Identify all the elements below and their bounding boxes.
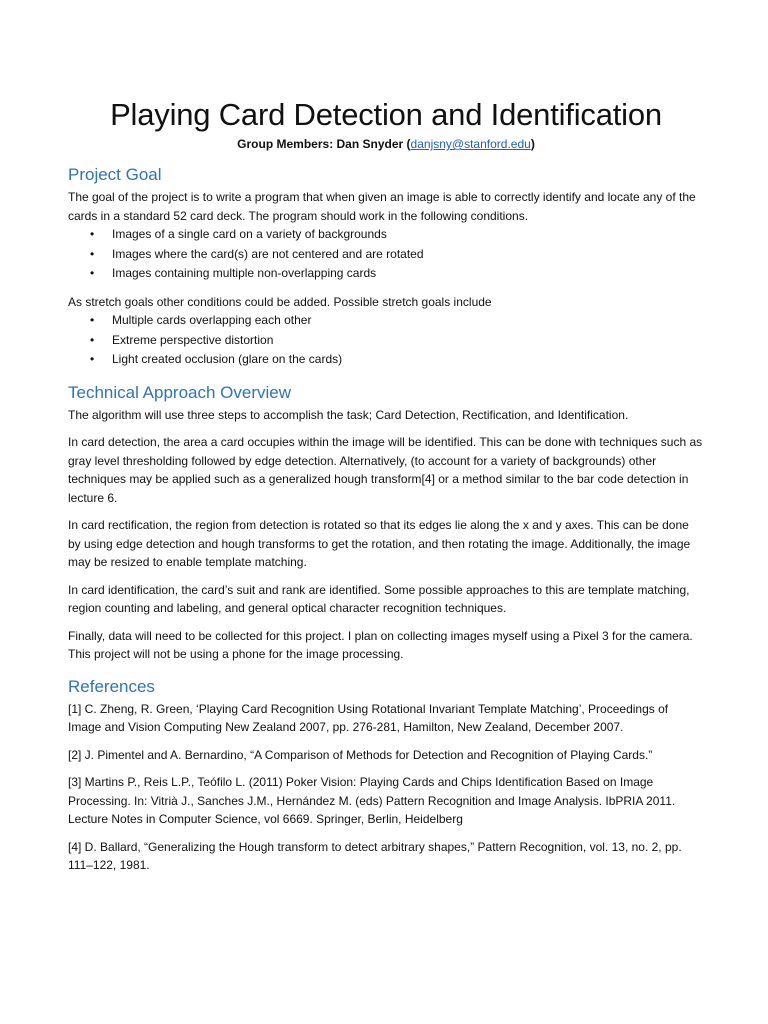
section-heading-technical-approach: Technical Approach Overview <box>68 382 292 402</box>
list-item: • Images of a single card on a variety of backgrounds <box>112 225 704 245</box>
list-item: • Light created occlusion (glare on the cards) <box>112 350 704 370</box>
section-heading-references: References <box>68 676 155 696</box>
members-prefix: Group Members: Dan Snyder ( <box>237 137 411 151</box>
conditions-list <box>68 225 704 284</box>
approach-paragraph: The algorithm will use three steps to accomplish the task; Card Detection, Rectification, and Identification. <box>68 407 629 422</box>
reference-item: [3] Martins P., Reis L.P., Teófilo L. (2011) Poker Vision: Playing Cards and Chips Identification Based on Image Processing. In: Vitrià J., Sanches J.M., Hernández M. (eds) Pattern Recognition and Image Analysis. IbPRIA 2011. Lecture Notes in Computer Science, vol 6669. Springer, Berlin, Heidelberg <box>68 775 676 826</box>
email-link[interactable]: danjsny@stanford.edu <box>410 137 531 151</box>
approach-paragraph: In card rectification, the region from detection is rotated so that its edges lie along the x and y axes. This can be done by using edge detection and hough transforms to get the rotation, and then rotating the image. Additionally, the image may be resized to enable template matching. <box>68 518 691 569</box>
list-item: • Images containing multiple non-overlapping cards <box>112 264 704 284</box>
list-item: • Images where the card(s) are not centered and are rotated <box>112 245 704 265</box>
stretch-intro-paragraph: As stretch goals other conditions could be added. Possible stretch goals include <box>68 294 492 309</box>
list-item: • Extreme perspective distortion <box>112 331 704 351</box>
document-body <box>68 96 704 884</box>
group-members-line <box>68 136 704 152</box>
reference-item: [2] J. Pimentel and A. Bernardino, “A Comparison of Methods for Detection and Recognition of Playing Cards.” <box>68 747 653 762</box>
stretch-goals-list <box>68 311 704 370</box>
goal-intro-paragraph: The goal of the project is to write a program that when given an image is able to correctly identify and locate any of the cards in a standard 52 card deck. The program should work in the following conditions. <box>68 190 696 223</box>
document-title: Playing Card Detection and Identification <box>110 97 662 132</box>
approach-paragraph: Finally, data will need to be collected for this project. I plan on collecting images myself using a Pixel 3 for the camera. This project will not be using a phone for the image processing. <box>68 628 693 661</box>
reference-item: [1] C. Zheng, R. Green, ‘Playing Card Recognition Using Rotational Invariant Template Matching’, Proceedings of Image and Vision Computing New Zealand 2007, pp. 276-281, Hamilton, New Zealand, December 2007. <box>68 701 669 734</box>
section-heading-project-goal: Project Goal <box>68 165 162 184</box>
approach-paragraph: In card identification, the card’s suit and rank are identified. Some possible approaches to this are template matching, region counting and labeling, and general optical character recognition techniques. <box>68 582 690 615</box>
reference-item: [4] D. Ballard, “Generalizing the Hough transform to detect arbitrary shapes,” Pattern Recognition, vol. 13, no. 2, pp. 111–122, 1981. <box>68 839 682 872</box>
list-item: • Multiple cards overlapping each other <box>112 311 704 331</box>
approach-paragraph: In card detection, the area a card occupies within the image will be identified. This can be done with techniques such as gray level thresholding followed by edge detection. Alternatively, (to account for a variety of backgrounds) other techniques may be applied such as a generalized hough transform[4] or a method similar to the bar code detection in lecture 6. <box>68 435 703 505</box>
members-suffix: ) <box>530 137 535 151</box>
